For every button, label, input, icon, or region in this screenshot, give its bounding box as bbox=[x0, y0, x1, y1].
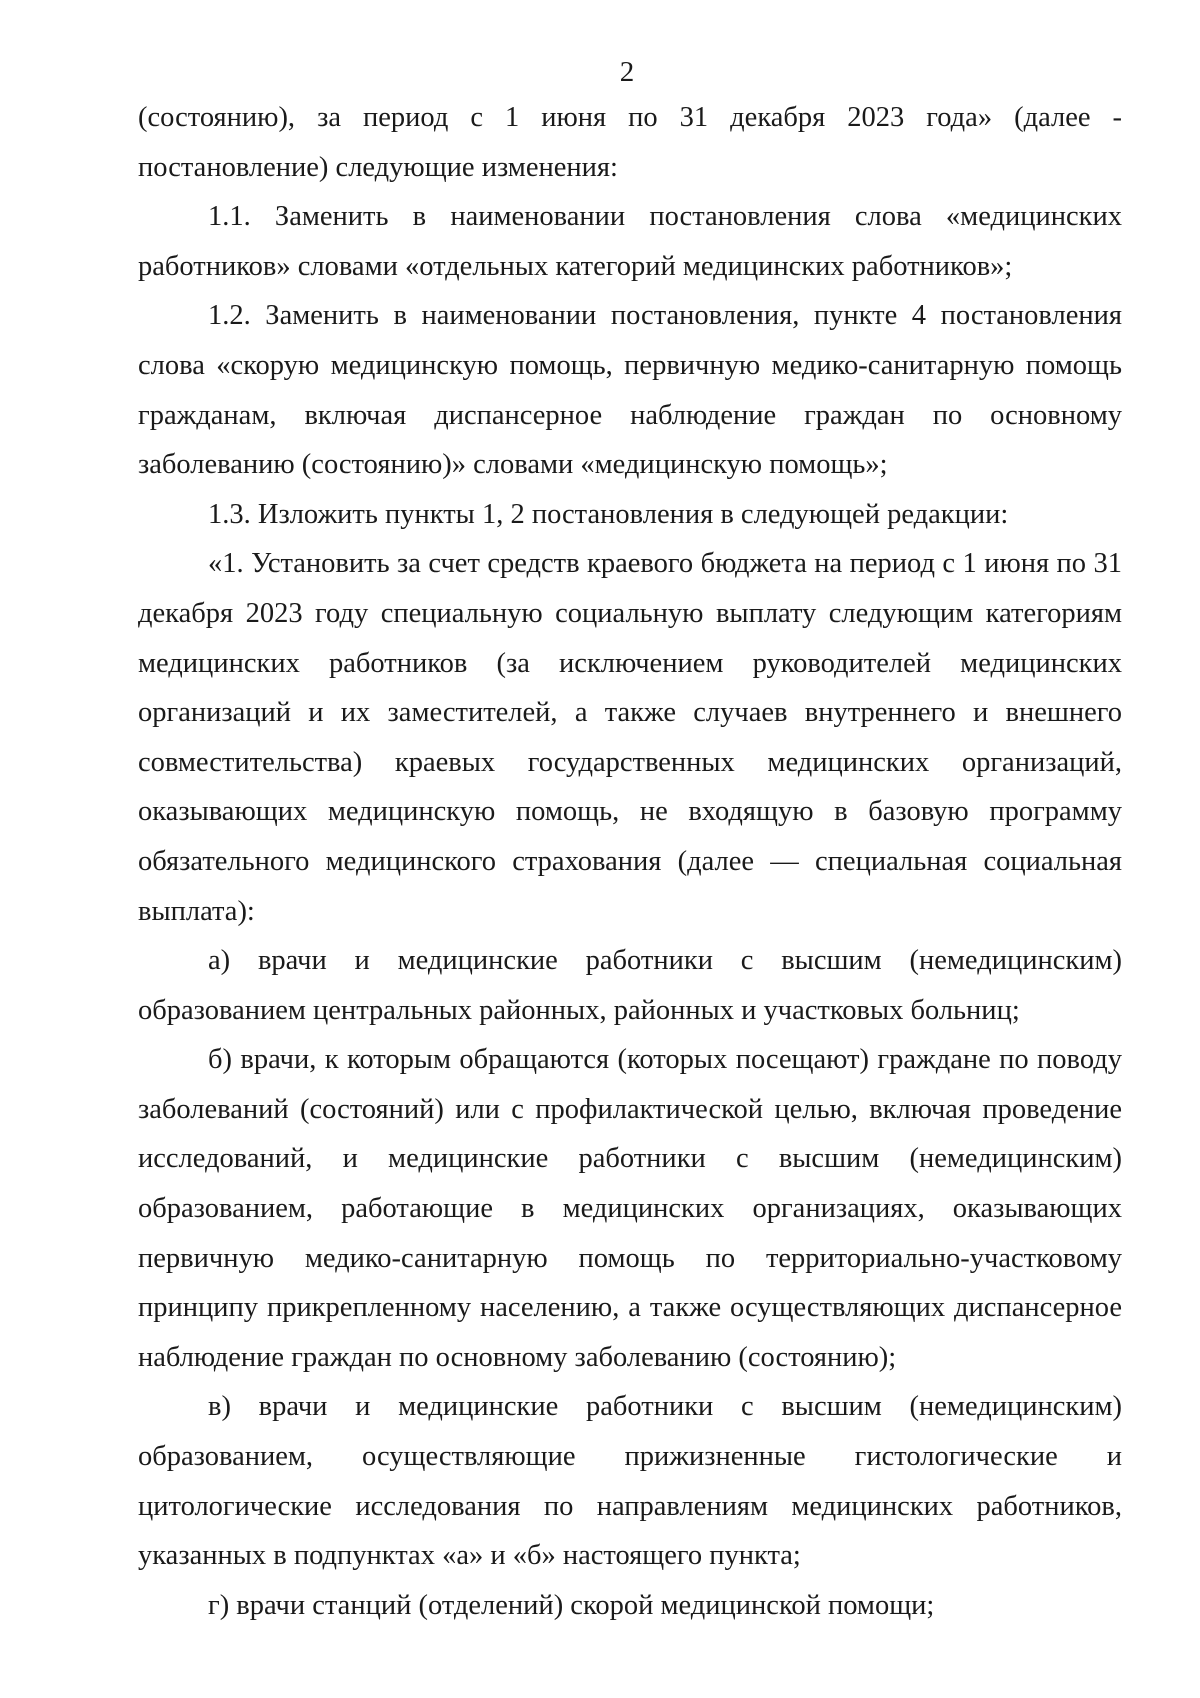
paragraph-subitem-g: г) врачи станций (отделений) скорой медицинской помощи; bbox=[208, 1589, 935, 1621]
paragraph-item-1-3: 1.3. Изложить пункты 1, 2 постановления в следующей редакции: bbox=[208, 498, 1009, 530]
paragraph-continuation: (состоянию), за период с 1 июня по 31 декабря 2023 года» (далее - постановление) следующие изменения: bbox=[138, 102, 1122, 183]
paragraph-item-1-1: 1.1. Заменить в наименовании постановления слова «медицинских работников» словами «отдельных категорий медицинских работников»; bbox=[138, 201, 1122, 282]
paragraph-clause-1: «1. Установить за счет средств краевого бюджета на период с 1 июня по 31 декабря 2023 году специальную социальную выплату следующим категориям медицинских работников (за исключением руководителей медицинских организаций и их заместителей, а также случаев внутреннего и внешнего совместительства) краевых государственных медицинских организаций, оказывающих медицинскую помощь, не входящую в базовую программу обязательного медицинского страхования (далее — специальная социальная выплата): bbox=[138, 548, 1122, 927]
paragraph-subitem-v: в) врачи и медицинские работники с высшим (немедицинским) образованием, осуществляющие прижизненные гистологические и цитологические исследования по направлениям медицинских работников, указанных в подпунктах «а» и «б» настоящего пункта; bbox=[138, 1391, 1122, 1572]
document-body bbox=[138, 93, 1122, 1630]
paragraph-subitem-b: б) врачи, к которым обращаются (которых посещают) граждане по поводу заболеваний (состояний) или с профилактической целью, включая проведение исследований, и медицинские работники с высшим (немедицинским) образованием, работающие в медицинских организациях, оказывающих первичную медико-санитарную помощь по территориально-участковому принципу прикрепленному населению, а также осуществляющих диспансерное наблюдение граждан по основному заболеванию (состоянию); bbox=[138, 1044, 1122, 1373]
page-number: 2 bbox=[619, 56, 635, 88]
paragraph-item-1-2: 1.2. Заменить в наименовании постановления, пункте 4 постановления слова «скорую медицинскую помощь, первичную медико-санитарную помощь гражданам, включая диспансерное наблюдение граждан по основному заболеванию (состоянию)» словами «медицинскую помощь»; bbox=[138, 300, 1122, 481]
paragraph-subitem-a: а) врачи и медицинские работники с высшим (немедицинским) образованием центральных районных, районных и участковых больниц; bbox=[138, 945, 1122, 1026]
